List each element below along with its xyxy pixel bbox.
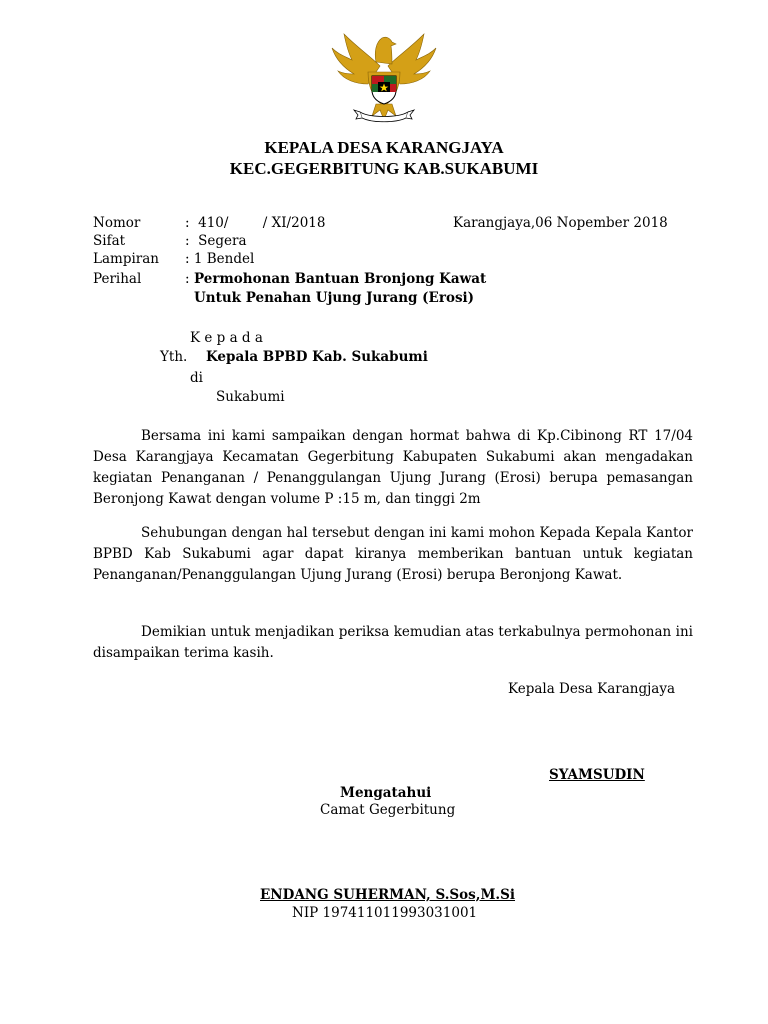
perihal-line1: Permohonan Bantuan Bronjong Kawat [194, 271, 487, 287]
recipient-name: Kepala BPBD Kab. Sukabumi [206, 349, 428, 365]
perihal-label: Perihal [93, 271, 142, 287]
letterhead-line2: KEC.GEGERBITUNG KAB.SUKABUMI [229, 159, 539, 178]
recipient-city: Sukabumi [216, 389, 285, 405]
letterhead-line1: KEPALA DESA KARANGJAYA [264, 138, 504, 157]
body-paragraph-2: Sehubungan dengan hal tersebut dengan ini kami mohon Kepada Kepala Kantor BPBD Kab Sukabumi agar dapat kiranya memberikan bantuan untuk kegiatan Penanganan/Penanggulangan Ujung Jurang (Erosi) berupa Beronjong Kawat. [93, 525, 693, 583]
acknowledgement-label: Mengatahui [340, 785, 432, 801]
recipient-di: di [190, 370, 203, 386]
kepada-label: K e p a d a [190, 330, 263, 346]
sifat-label: Sifat [93, 233, 126, 249]
garuda-pancasila-emblem-icon [330, 26, 438, 124]
place-date: Karangjaya,06 Nopember 2018 [453, 215, 668, 231]
acknowledgement-title: Camat Gegerbitung [320, 802, 456, 818]
nomor-label: Nomor [93, 215, 141, 231]
lampiran-value: : 1 Bendel [185, 251, 255, 267]
acknowledgement-nip: NIP 197411011993031001 [292, 905, 478, 921]
perihal-line2: Untuk Penahan Ujung Jurang (Erosi) [194, 290, 475, 306]
sifat-value: : Segera [185, 233, 247, 249]
nomor-value: : 410/ / XI/2018 [185, 215, 326, 231]
body-paragraph-1: Bersama ini kami sampaikan dengan hormat bahwa di Kp.Cibinong RT 17/04 Desa Karangjaya Kecamatan Gegerbitung Kabupaten Sukabumi akan mengadakan kegiatan Penanganan / Penanggulangan Ujung Jurang (Erosi) berupa pemasangan Beronjong Kawat dengan volume P :15 m, dan tinggi 2m [93, 428, 693, 507]
body-paragraph-3: Demikian untuk menjadikan periksa kemudian atas terkabulnya permohonan ini disampaikan terima kasih. [93, 624, 693, 661]
acknowledgement-name: ENDANG SUHERMAN, S.Sos,M.Si [260, 887, 516, 903]
signature-title: Kepala Desa Karangjaya [508, 681, 676, 697]
signature-name: SYAMSUDIN [549, 767, 645, 783]
yth-label: Yth. [160, 349, 188, 365]
lampiran-label: Lampiran [93, 251, 159, 267]
perihal-colon: : [185, 271, 190, 287]
